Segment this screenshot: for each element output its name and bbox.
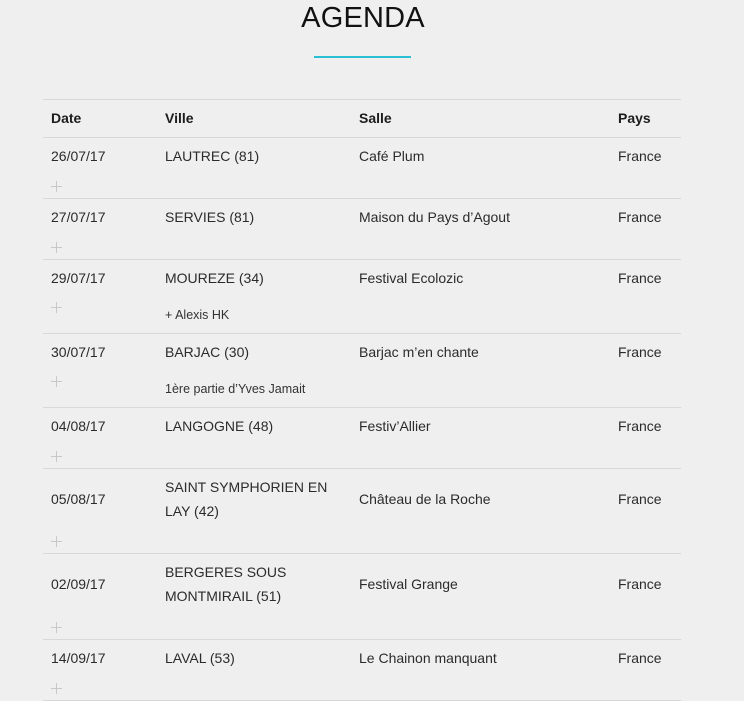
row-pays: France bbox=[618, 491, 662, 507]
row-date: 27/07/17 bbox=[51, 209, 106, 225]
row-ville: LANGOGNE (48) bbox=[165, 418, 274, 434]
header-salle: Salle bbox=[359, 110, 392, 126]
row-date: 04/08/17 bbox=[51, 418, 106, 434]
row-date: 14/09/17 bbox=[51, 650, 106, 666]
row-ville: SAINT SYMPHORIEN EN LAY (42) bbox=[165, 479, 328, 519]
table-row bbox=[43, 640, 681, 701]
header-date: Date bbox=[51, 110, 82, 126]
title-underline bbox=[314, 56, 411, 58]
row-salle: Maison du Pays d’Agout bbox=[359, 209, 510, 225]
table-row bbox=[43, 554, 681, 640]
row-pays: France bbox=[618, 418, 662, 434]
expand-plus-icon[interactable] bbox=[51, 451, 62, 462]
row-ville: LAUTREC (81) bbox=[165, 148, 260, 164]
row-pays: France bbox=[618, 650, 662, 666]
row-ville: BERGERES SOUS MONTMIRAIL (51) bbox=[165, 564, 287, 604]
row-pays: France bbox=[618, 576, 662, 592]
page-title: AGENDA bbox=[301, 2, 425, 34]
table-row bbox=[43, 334, 681, 408]
header-pays: Pays bbox=[618, 110, 651, 126]
row-date: 26/07/17 bbox=[51, 148, 106, 164]
table-row bbox=[43, 469, 681, 554]
expand-plus-icon[interactable] bbox=[51, 536, 62, 547]
row-ville: LAVAL (53) bbox=[165, 650, 235, 666]
row-salle: Festival Grange bbox=[359, 576, 458, 592]
expand-plus-icon[interactable] bbox=[51, 376, 62, 387]
row-note: + Alexis HK bbox=[165, 308, 230, 322]
row-pays: France bbox=[618, 148, 662, 164]
row-salle: Château de la Roche bbox=[359, 491, 491, 507]
table-row bbox=[43, 138, 681, 199]
row-ville: MOUREZE (34) bbox=[165, 270, 264, 286]
row-salle: Festival Ecolozic bbox=[359, 270, 464, 286]
row-salle: Barjac m’en chante bbox=[359, 344, 479, 360]
row-salle: Café Plum bbox=[359, 148, 425, 164]
agenda-table bbox=[43, 99, 681, 701]
row-pays: France bbox=[618, 209, 662, 225]
row-pays: France bbox=[618, 270, 662, 286]
row-ville: SERVIES (81) bbox=[165, 209, 255, 225]
header-ville: Ville bbox=[165, 110, 194, 126]
table-header-row bbox=[43, 100, 681, 138]
table-row bbox=[43, 260, 681, 334]
expand-plus-icon[interactable] bbox=[51, 302, 62, 313]
row-salle: Le Chainon manquant bbox=[359, 650, 497, 666]
row-date: 29/07/17 bbox=[51, 270, 106, 286]
expand-plus-icon[interactable] bbox=[51, 622, 62, 633]
row-date: 05/08/17 bbox=[51, 491, 106, 507]
expand-plus-icon[interactable] bbox=[51, 242, 62, 253]
row-pays: France bbox=[618, 344, 662, 360]
row-note: 1ère partie d’Yves Jamait bbox=[165, 382, 306, 396]
table-row bbox=[43, 199, 681, 260]
row-ville: BARJAC (30) bbox=[165, 344, 250, 360]
row-salle: Festiv’Allier bbox=[359, 418, 431, 434]
expand-plus-icon[interactable] bbox=[51, 683, 62, 694]
expand-plus-icon[interactable] bbox=[51, 181, 62, 192]
row-date: 02/09/17 bbox=[51, 576, 106, 592]
table-row bbox=[43, 408, 681, 469]
row-date: 30/07/17 bbox=[51, 344, 106, 360]
